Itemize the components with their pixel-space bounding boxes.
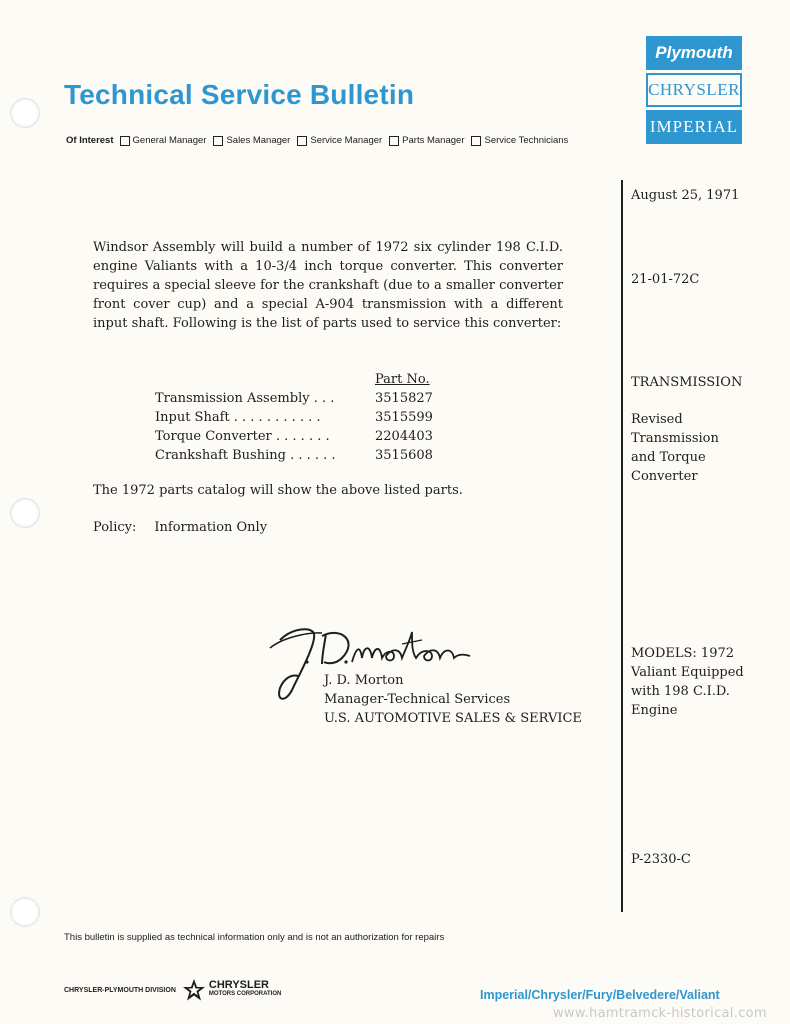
corp-logo (209, 981, 281, 999)
footer-models: Imperial/Chrysler/Fury/Belvedere/Valiant (480, 988, 720, 1002)
part-number: 3515827 (375, 391, 433, 406)
bulletin-body: Windsor Assembly will build a number of 1972 six cylinder 198 C.I.D. engine Valiants with a 10-3/4 inch torque converter. This converter requires a special sleeve for the crankshaft (due to a smaller converter front cover cup) and a special A-904 transmission with a different input shaft. Following is the list of parts used to service this converter: (93, 240, 563, 331)
punch-hole (10, 897, 40, 927)
policy-label: Policy: (93, 520, 137, 535)
part-number: 3515608 (375, 448, 433, 463)
interest-option: Service Manager (297, 135, 382, 146)
checkbox-icon (120, 136, 130, 146)
part-number: 3515599 (375, 410, 433, 425)
bulletin-subject: Revised Transmission and Torque Converter (631, 412, 719, 484)
punch-hole (10, 98, 40, 128)
part-name: Transmission Assembly . . . (155, 391, 335, 406)
part-number: 2204403 (375, 429, 433, 444)
punch-hole (10, 498, 40, 528)
corp-name: CHRYSLER (208, 979, 269, 991)
checkbox-icon (389, 136, 399, 146)
bulletin-date: August 25, 1971 (631, 188, 740, 203)
part-name: Input Shaft . . . . . . . . . . . (155, 410, 321, 425)
pentastar-icon (182, 978, 206, 1002)
form-number: P-2330-C (631, 852, 691, 867)
chrysler-logo: CHRYSLER (646, 73, 742, 107)
disclaimer: This bulletin is supplied as technical information only and is not an authorization for repairs (64, 932, 445, 943)
interest-label: Of Interest (66, 135, 114, 146)
policy-line (93, 520, 267, 535)
interest-option: Service Technicians (471, 135, 568, 146)
corp-sub: MOTORS CORPORATION (208, 991, 282, 997)
parts-header: Part No. (375, 372, 430, 387)
interest-option: Sales Manager (213, 135, 290, 146)
page-title: Technical Service Bulletin (64, 79, 415, 110)
division-footer (64, 978, 281, 1002)
brand-logos (646, 36, 742, 144)
interest-option: General Manager (120, 135, 207, 146)
bulletin-models: MODELS: 1972 Valiant Equipped with 198 C.I.D. Engine (631, 646, 744, 718)
part-name: Crankshaft Bushing . . . . . . (155, 448, 336, 463)
parts-row (155, 446, 433, 465)
checkbox-icon (471, 136, 481, 146)
signer-name: J. D. Morton (324, 673, 404, 688)
plymouth-logo: Plymouth (646, 36, 742, 70)
division-name: CHRYSLER-PLYMOUTH DIVISION (64, 986, 176, 994)
checkbox-icon (213, 136, 223, 146)
interest-option: Parts Manager (389, 135, 464, 146)
bulletin-number: 21-01-72C (631, 272, 700, 287)
watermark: www.hamtramck-historical.com (553, 1006, 767, 1021)
imperial-logo: IMPERIAL (646, 110, 742, 144)
checkbox-icon (297, 136, 307, 146)
parts-row (155, 427, 433, 446)
parts-row (155, 389, 433, 408)
part-name: Torque Converter . . . . . . . (155, 429, 330, 444)
interest-row (66, 135, 575, 146)
policy-value: Information Only (154, 520, 268, 535)
catalog-note: The 1972 parts catalog will show the above listed parts. (93, 483, 463, 498)
parts-row (155, 408, 433, 427)
sidebar-divider (621, 180, 623, 912)
signer-title: Manager-Technical Services (324, 692, 511, 707)
signer-block (324, 671, 582, 728)
signer-org: U.S. AUTOMOTIVE SALES & SERVICE (324, 711, 582, 726)
bulletin-group: TRANSMISSION (631, 375, 743, 390)
